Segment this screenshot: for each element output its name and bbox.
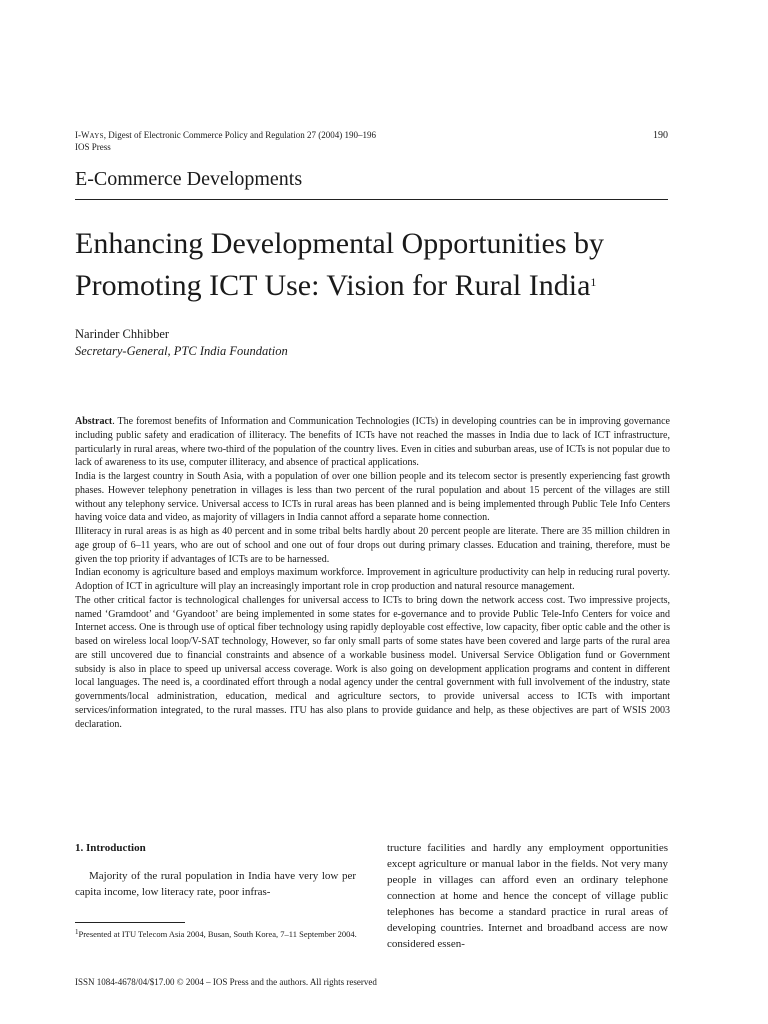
copyright-footer: ISSN 1084-4678/04/$17.00 © 2004 – IOS Press and the authors. All rights reserved xyxy=(75,977,377,987)
abstract-paragraph: India is the largest country in South Asia, with a population of over one billion people and its telecom sector is presently experiencing fast growth phases. However telephony penetration in villages is less than two percent of the rural population and about 15 percent of the villages are still without any telephony service. Universal access to ICTs in rural areas has been planned and is being implemented through Public Tele Info Centers having voice data and video, as majority of villagers in India cannot afford a separate home connection. xyxy=(75,471,670,524)
journal-citation xyxy=(75,130,376,153)
intro-heading: 1. Introduction xyxy=(75,842,146,854)
abstract-paragraph: Illiteracy in rural areas is as high as 40 percent and in some tribal belts hardly about 20 percent people are literate. There are 35 million children in age group of 6–11 years, who are out of school and one out of four drops out during primary classes. Education and training, therefore, must be given the top priority if advantages of ICTs are to be harnessed. xyxy=(75,526,670,565)
page-number: 190 xyxy=(653,130,668,141)
abstract-paragraph: Abstract. The foremost benefits of Information and Communication Technologies (ICTs) in developing countries can be in improving governance including public safety and eradication of illiteracy. The benefits of ICTs have not reached the masses in India due to lack of ICT infrastructure, particularly in rural areas, where two-third of the population of the country lives. Even in cities and suburban areas, use of ICTs is not popular due to lack of awareness to its use, computer illiteracy, and absence of practical applications. xyxy=(75,416,670,469)
abstract-paragraph: The other critical factor is technological challenges for universal access to ICTs to bring down the network access cost. Two impressive projects, named ‘Gramdoot’ and ‘Gyandoot’ are being implemented in some states for e-governance and to provide Public Tele-Info Centers for voice and Internet access. One is through use of optical fiber technology using rapidly deployable cost effective, low capacity, fiber optic cable and the other is based on wireless local loop/V-SAT technology, However, so far only small parts of some states have been covered and large parts of the rural area are still uncovered due to financial constraints and absence of a workable business model. Universal Service Obligation fund or Government subsidy is also in place to speed up universal access coverage. Work is also going on development application programs and content in different local languages. The need is, a coordinated effort through a nodal agency under the central government with full involvement of the industry, state governments/local administration, education, medical and agriculture sectors, to provide universal access to ICTs with important services/information integrated, to the rural masses. ITU has also plans to provide guidance and help, as these objectives are part of WSIS 2003 declaration. xyxy=(75,594,670,730)
section-divider xyxy=(75,199,668,200)
footnote-divider xyxy=(75,922,185,923)
body-column-right: tructure facilities and hardly any employment opportunities except agriculture or manual labor in the fields. Not very many people in villages can afford even an ordinary telephone connection at home and hence the concept of village public telephones has become a standard practice in rural areas of developing countries. Internet and broadband access are now considered essen- xyxy=(387,842,668,950)
article-title: Enhancing Developmental Opportunities by Promoting ICT Use: Vision for Rural India$^1$ xyxy=(75,227,605,302)
footnote-mark: 1 xyxy=(75,928,79,936)
author-block xyxy=(75,326,288,360)
body-column-left xyxy=(75,840,356,900)
title-footnote-mark: 1 xyxy=(590,275,597,289)
intro-paragraph: Majority of the rural population in India have very low per capita income, low literacy rate, poor infras- xyxy=(75,870,356,898)
author-name: Narinder Chhibber xyxy=(75,327,170,341)
footnote: $^1$Presented at ITU Telecom Asia 2004, Busan, South Korea, 7–11 September 2004. xyxy=(75,928,357,939)
abstract-paragraph: Indian economy is agriculture based and employs maximum workforce. Improvement in agriculture productivity can help in reducing rural poverty. Adoption of ICT in agriculture will play an increasingly important role in crop production and natural resource management. xyxy=(75,567,670,592)
abstract-label: Abstract xyxy=(75,416,113,427)
section-title: E-Commerce Developments xyxy=(75,168,303,190)
publisher: IOS Press xyxy=(75,142,111,152)
abstract xyxy=(75,415,670,731)
journal-line-1: I-WAYS, Digest of Electronic Commerce Policy and Regulation 27 (2004) 190–196 xyxy=(75,130,376,140)
author-affiliation: Secretary-General, PTC India Foundation xyxy=(75,344,288,358)
